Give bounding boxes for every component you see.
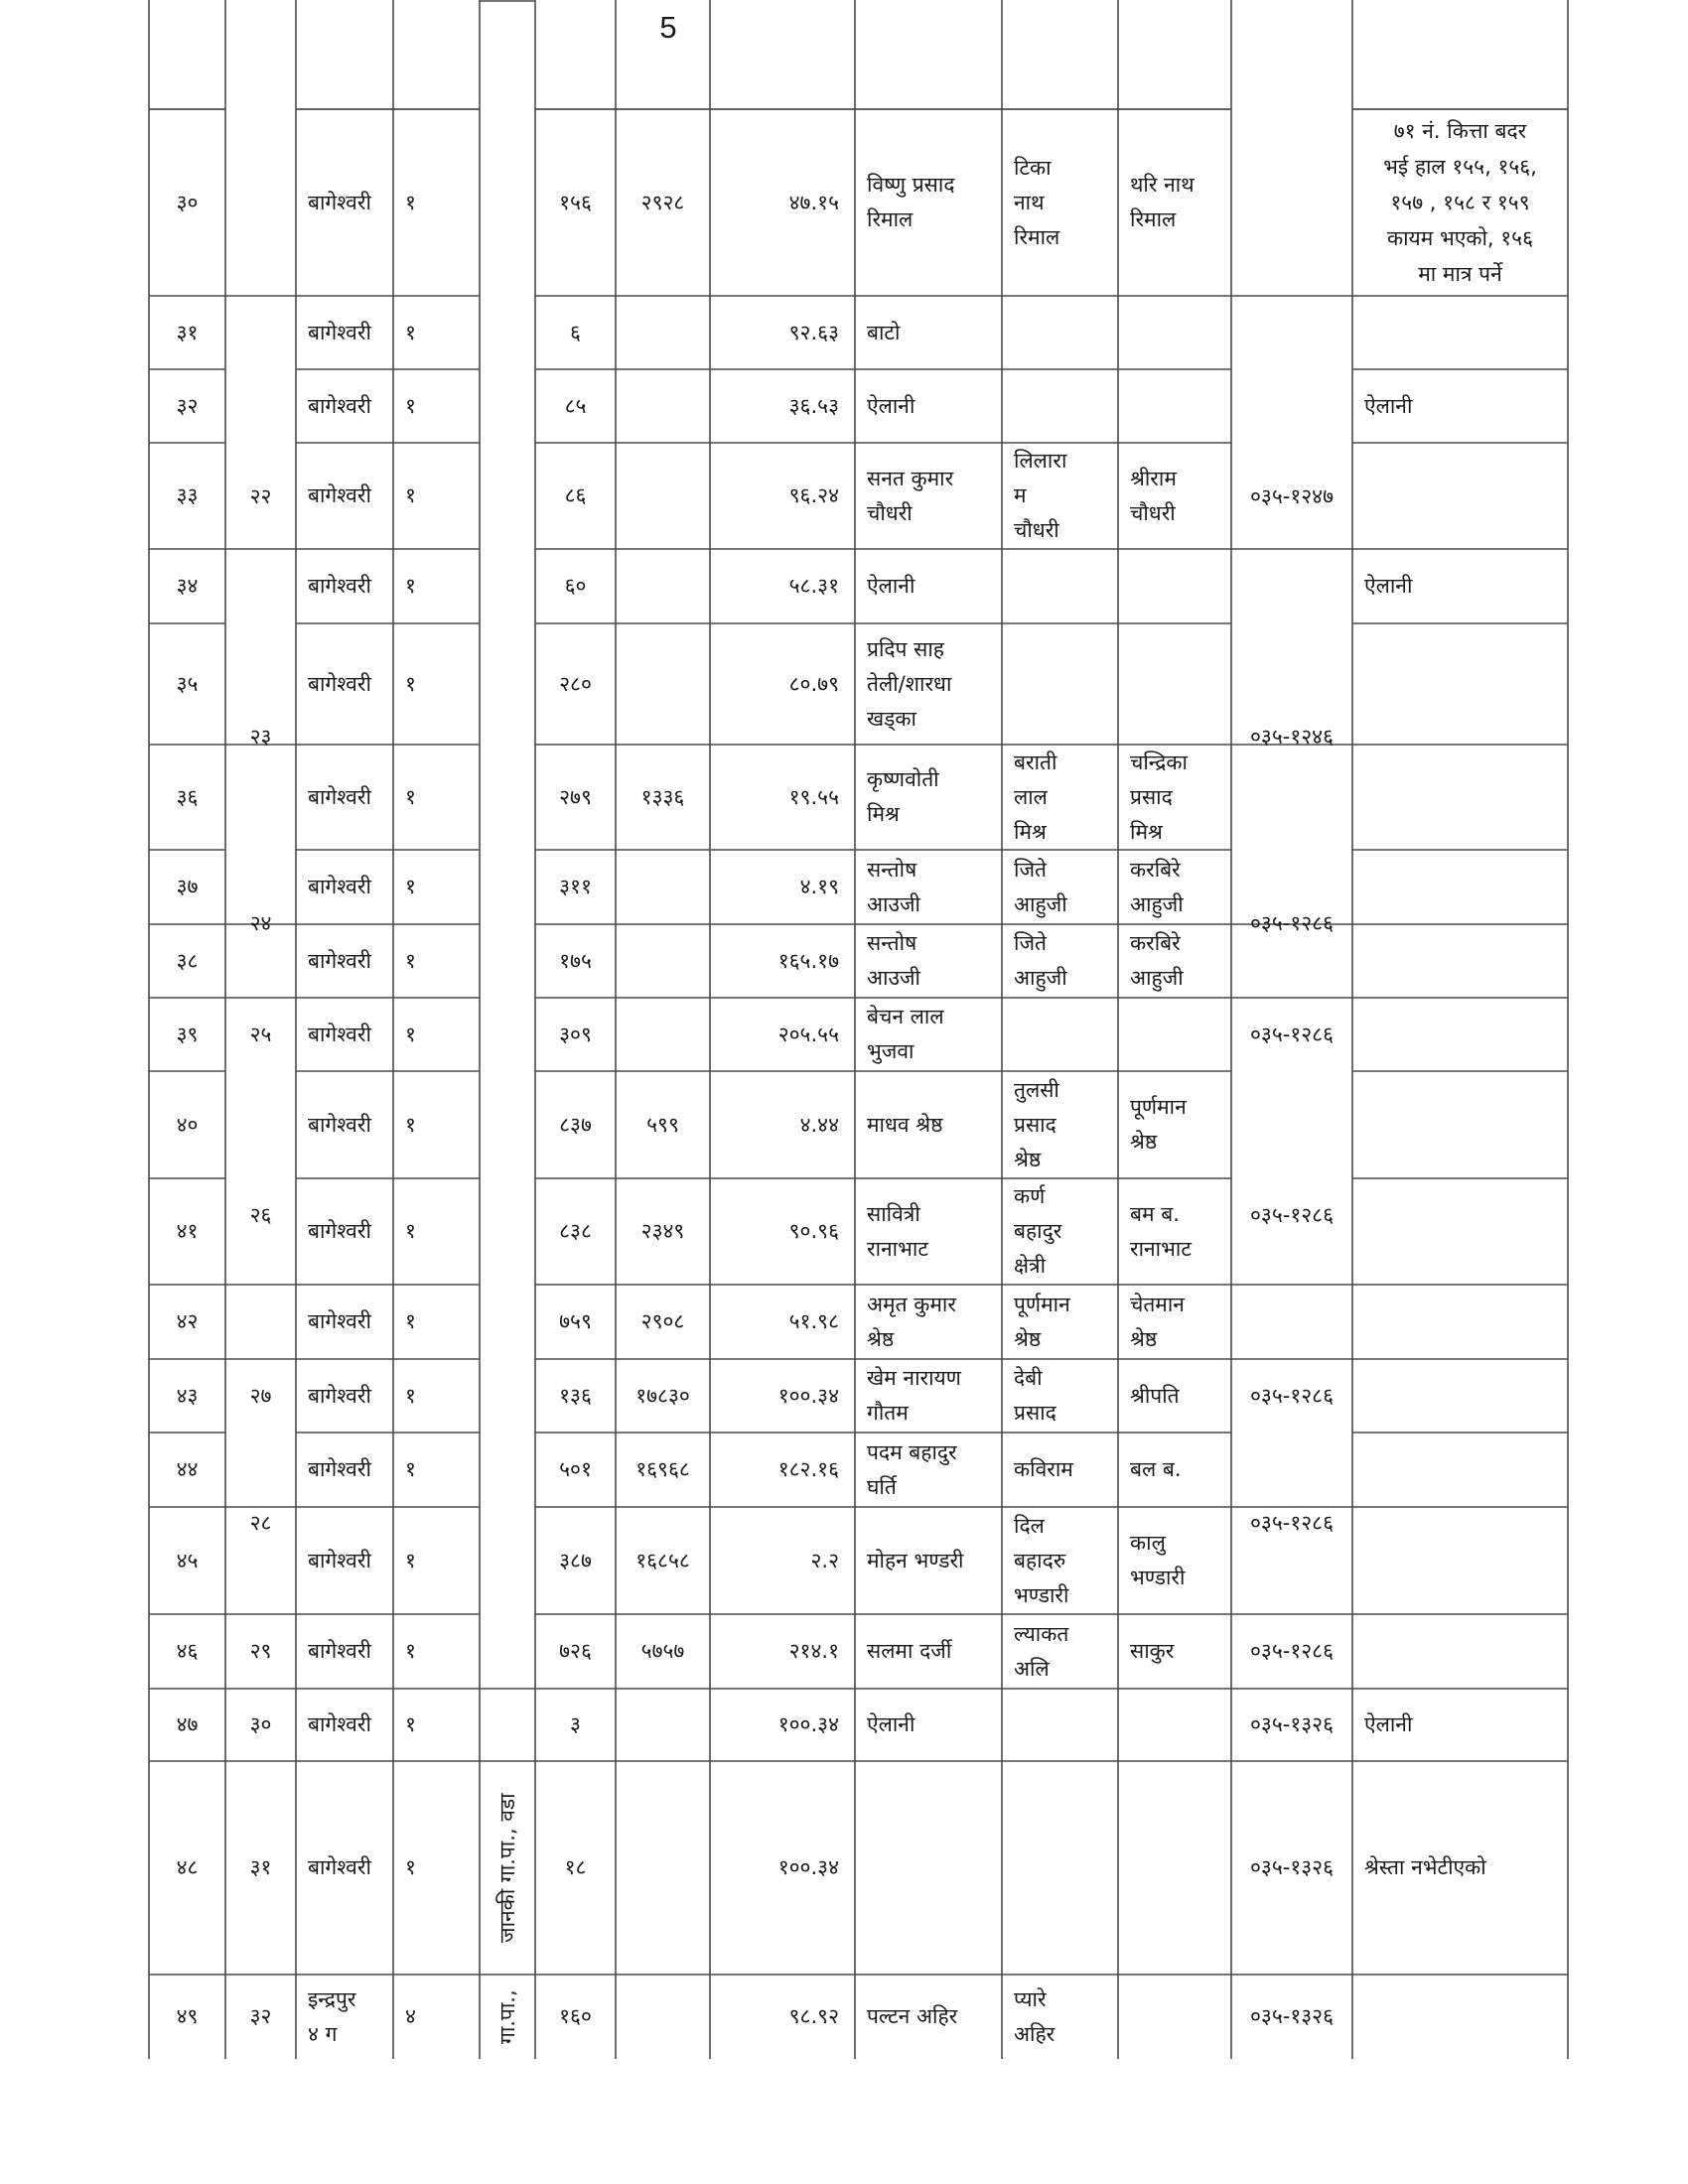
serial-cell: ३६ bbox=[176, 784, 199, 809]
ward-no-cell: १ bbox=[405, 1219, 416, 1243]
decision-no-cell: ०३५-१३२६ bbox=[1249, 2004, 1335, 2028]
serial-cell: ४६ bbox=[176, 1639, 199, 1663]
remarks-cell bbox=[1352, 1433, 1568, 1507]
area-cell: १००.३४ bbox=[777, 1712, 839, 1736]
father-name-cell: बराती लाल मिश्र bbox=[1014, 750, 1057, 844]
ward-name-cell: बागेश्वरी bbox=[308, 574, 371, 598]
ward-no-cell: १ bbox=[405, 1022, 416, 1046]
code-cell: १६८५८ bbox=[635, 1548, 690, 1572]
decision-no-cell: ०३५-१२८६ bbox=[1249, 911, 1335, 935]
ward-name-cell: बागेश्वरी bbox=[308, 1548, 371, 1572]
area-cell: ९८.९२ bbox=[788, 2004, 839, 2028]
ward-no-cell: १ bbox=[405, 784, 416, 809]
plot-no-cell: ८५ bbox=[564, 393, 587, 418]
plot-no-cell: १५६ bbox=[559, 190, 592, 214]
grandfather-name-cell: चेतमान श्रेष्ठ bbox=[1130, 1292, 1185, 1351]
ward-no-cell: १ bbox=[405, 1548, 416, 1572]
owner-name-cell: बेचन लाल भुजवा bbox=[867, 1005, 944, 1063]
area-cell: १६५.१७ bbox=[777, 948, 839, 973]
plot-no-cell: १८ bbox=[564, 1855, 587, 1879]
code-cell: ५७५७ bbox=[640, 1639, 685, 1663]
decision-no-cell: ०३५-१२८६ bbox=[1249, 1639, 1335, 1663]
ward-name-cell: बागेश्वरी bbox=[308, 1309, 371, 1333]
area-cell: ९०.९६ bbox=[788, 1219, 839, 1243]
code-cell: १७८३० bbox=[635, 1383, 690, 1408]
plot-no-cell: ३११ bbox=[559, 875, 592, 898]
father-name-cell: ल्याकत अलि bbox=[1014, 1621, 1069, 1681]
remarks-cell: श्रेस्ता नभेटीएको bbox=[1364, 1855, 1486, 1879]
ward-no-cell: १ bbox=[405, 393, 416, 418]
grandfather-name-cell bbox=[1118, 623, 1231, 745]
group-no-cell: २६ bbox=[249, 1202, 272, 1227]
code-cell: २९०८ bbox=[640, 1309, 685, 1333]
page-number: 5 bbox=[659, 10, 677, 45]
owner-name-cell: ऐलानी bbox=[867, 574, 915, 598]
ward-name-cell: बागेश्वरी bbox=[308, 671, 371, 696]
father-name-cell: टिका नाथ रिमाल bbox=[1014, 155, 1060, 249]
area-cell: ९६.२४ bbox=[788, 483, 839, 507]
serial-cell: ४० bbox=[176, 1112, 199, 1137]
group-no-cell bbox=[225, 109, 296, 369]
area-cell: २०५.५५ bbox=[777, 1022, 839, 1046]
grandfather-name-cell: कालु भण्डारी bbox=[1130, 1531, 1186, 1589]
code-cell: १६९६८ bbox=[635, 1457, 690, 1481]
owner-name-cell: खेम नारायण गौतम bbox=[867, 1366, 961, 1425]
ward-no-cell: १ bbox=[405, 1457, 416, 1481]
ward-no-cell: १ bbox=[405, 1309, 416, 1333]
owner-name-cell: मोहन भण्डरी bbox=[867, 1548, 964, 1572]
group-no-cell: ३२ bbox=[249, 2004, 272, 2028]
ward-no-cell: १ bbox=[405, 1112, 416, 1137]
grandfather-name-cell bbox=[1118, 296, 1231, 369]
grandfather-name-cell: पूर्णमान श्रेष्ठ bbox=[1130, 1095, 1187, 1154]
ward-no-cell: १ bbox=[405, 1855, 416, 1879]
group-no-cell: २४ bbox=[249, 911, 272, 935]
decision-no-cell: ०३५-१३२६ bbox=[1249, 1855, 1335, 1879]
remarks-cell bbox=[1352, 1614, 1568, 1689]
ward-no-cell: १ bbox=[405, 671, 416, 696]
father-name-cell: देबी प्रसाद bbox=[1014, 1366, 1056, 1425]
owner-name-cell: पदम बहादुर घर्ति bbox=[867, 1439, 957, 1499]
ward-name-cell: बागेश्वरी bbox=[308, 1383, 371, 1408]
code-cell bbox=[616, 443, 710, 549]
owner-name-cell: ऐलानी bbox=[867, 1712, 915, 1736]
ward-no-cell: १ bbox=[405, 483, 416, 507]
area-cell: १००.३४ bbox=[777, 1383, 839, 1408]
ward-name-cell: बागेश्वरी bbox=[308, 483, 371, 507]
serial-cell: ४२ bbox=[176, 1309, 199, 1333]
plot-no-cell: ५०१ bbox=[559, 1457, 592, 1481]
grandfather-name-cell: श्रीराम चौधरी bbox=[1130, 466, 1177, 525]
father-name-cell: दिल बहादरु भण्डारी bbox=[1014, 1513, 1069, 1607]
area-cell: ९२.६३ bbox=[788, 320, 839, 344]
serial-cell: ३७ bbox=[176, 875, 199, 898]
plot-no-cell: २७९ bbox=[559, 784, 592, 809]
area-cell: ५८.३१ bbox=[788, 574, 839, 598]
remarks-cell: ७१ नं. कित्ता बदर भई हाल १५५, १५६, १५७ , १५८ र १५९ कायम भएको, १५६ मा मात्र पर्ने bbox=[1383, 119, 1537, 286]
area-cell: ५१.९८ bbox=[788, 1309, 839, 1333]
owner-name-cell: सन्तोष आउजी bbox=[867, 857, 920, 916]
code-cell bbox=[616, 1689, 710, 1761]
remarks-cell: ऐलानी bbox=[1364, 1712, 1413, 1736]
grandfather-name-cell bbox=[1118, 369, 1231, 443]
grandfather-name-cell: बम ब. रानाभाट bbox=[1130, 1201, 1192, 1261]
plot-no-cell: ८३८ bbox=[559, 1219, 592, 1243]
father-name-cell: पूर्णमान श्रेष्ठ bbox=[1014, 1292, 1070, 1351]
group-no-cell: २२ bbox=[249, 483, 272, 508]
area-cell: २.२ bbox=[810, 1548, 839, 1572]
remarks-cell bbox=[1352, 1975, 1568, 2059]
group-no-cell: ३० bbox=[249, 1712, 272, 1736]
decision-no-cell: ०३५-१२८६ bbox=[1249, 1511, 1335, 1535]
area-cell: ३६.५३ bbox=[788, 393, 839, 418]
grandfather-name-cell bbox=[1118, 998, 1231, 1071]
owner-name-cell: माधव श्रेष्ठ bbox=[867, 1112, 943, 1137]
ward-no-cell: १ bbox=[405, 320, 416, 344]
father-name-cell: कविराम bbox=[1014, 1457, 1073, 1481]
ward-name-cell: इन्द्रपुर ४ ग bbox=[308, 1986, 356, 2046]
serial-cell: ४१ bbox=[176, 1219, 199, 1243]
code-cell: १३३६ bbox=[640, 784, 685, 809]
ward-name-cell: बागेश्वरी bbox=[308, 1855, 371, 1879]
ward-name-cell: बागेश्वरी bbox=[308, 393, 371, 418]
grandfather-name-cell: बल ब. bbox=[1130, 1457, 1182, 1481]
ward-name-cell: बागेश्वरी bbox=[308, 1457, 371, 1481]
owner-name-cell: बाटो bbox=[867, 320, 901, 344]
father-name-cell: जिते आहुजी bbox=[1014, 857, 1067, 916]
code-cell: २३४९ bbox=[640, 1219, 685, 1243]
code-cell: ५९९ bbox=[646, 1112, 679, 1137]
ward-name-cell: बागेश्वरी bbox=[308, 1022, 371, 1046]
plot-no-cell: ७५९ bbox=[559, 1309, 592, 1333]
code-cell bbox=[616, 1975, 710, 2059]
area-cell: ४.१९ bbox=[799, 875, 839, 898]
remarks-cell bbox=[1352, 1071, 1568, 1178]
ward-name-cell: बागेश्वरी bbox=[308, 948, 371, 973]
remarks-cell bbox=[1352, 1285, 1568, 1359]
code-cell bbox=[616, 369, 710, 443]
ward-name-cell: बागेश्वरी bbox=[308, 1712, 371, 1736]
father-name-cell: लिलारा म चौधरी bbox=[1014, 449, 1067, 542]
grandfather-name-cell: श्रीपति bbox=[1130, 1383, 1180, 1408]
remarks-cell bbox=[1352, 1507, 1568, 1614]
serial-cell: ४३ bbox=[176, 1383, 199, 1408]
owner-name-cell: सनत कुमार चौधरी bbox=[867, 466, 954, 525]
father-name-cell: कर्ण बहादुर क्षेत्री bbox=[1014, 1184, 1062, 1278]
ward-no-cell: १ bbox=[405, 1383, 416, 1408]
father-name-cell: प्यारे अहिर bbox=[1014, 1986, 1055, 2046]
owner-name-cell: सावित्री रानाभाट bbox=[867, 1201, 928, 1261]
father-name-cell: तुलसी प्रसाद श्रेष्ठ bbox=[1014, 1077, 1059, 1171]
serial-cell: ३८ bbox=[176, 948, 199, 973]
ward-name-cell: बागेश्वरी bbox=[308, 320, 371, 344]
group-no-cell: २३ bbox=[249, 724, 272, 749]
group-no-cell: २८ bbox=[249, 1511, 272, 1535]
area-cell: २१४.१ bbox=[788, 1639, 839, 1663]
ward-no-cell: १ bbox=[405, 948, 416, 973]
code-cell bbox=[616, 623, 710, 745]
ward-no-cell: १ bbox=[405, 574, 416, 598]
code-cell bbox=[616, 549, 710, 623]
serial-cell: ३३ bbox=[176, 483, 199, 507]
code-cell bbox=[616, 924, 710, 998]
remarks-cell bbox=[1352, 296, 1568, 369]
remarks-cell: ऐलानी bbox=[1364, 393, 1413, 418]
remarks-cell bbox=[1352, 745, 1568, 850]
code-cell bbox=[616, 998, 710, 1071]
serial-cell: ३० bbox=[176, 190, 199, 214]
code-cell bbox=[616, 296, 710, 369]
area-cell: १८२.१६ bbox=[777, 1457, 839, 1481]
area-cell: ४७.१५ bbox=[788, 190, 839, 214]
remarks-cell: ऐलानी bbox=[1364, 574, 1413, 598]
ward-no-cell: १ bbox=[405, 190, 416, 214]
plot-no-cell: ६ bbox=[570, 320, 581, 344]
remarks-cell bbox=[1352, 443, 1568, 549]
grandfather-name-cell bbox=[1118, 1761, 1231, 1975]
ward-name-cell: बागेश्वरी bbox=[308, 1112, 371, 1137]
decision-no-cell: ०३५-१२८६ bbox=[1249, 1383, 1335, 1408]
plot-no-cell: १७५ bbox=[559, 948, 592, 973]
group-no-cell: २९ bbox=[249, 1639, 272, 1663]
plot-no-cell: ८६ bbox=[564, 483, 587, 507]
ward-name-cell: बागेश्वरी bbox=[308, 1219, 371, 1243]
group-no-cell: ३१ bbox=[249, 1855, 272, 1879]
owner-name-cell: पल्टन अहिर bbox=[867, 2004, 958, 2028]
ward-no-cell: ४ bbox=[405, 2004, 416, 2028]
code-cell bbox=[616, 1761, 710, 1975]
serial-cell: ४४ bbox=[176, 1457, 199, 1481]
plot-no-cell: ३०९ bbox=[559, 1022, 592, 1046]
plot-no-cell: ३ bbox=[570, 1712, 581, 1736]
plot-no-cell: ६० bbox=[564, 574, 587, 598]
serial-cell: ४८ bbox=[176, 1855, 199, 1879]
area-cell: ४.४४ bbox=[799, 1112, 839, 1137]
ward-name-cell: बागेश्वरी bbox=[308, 190, 371, 214]
grandfather-name-cell bbox=[1118, 549, 1231, 623]
owner-name-cell: सलमा दर्जी bbox=[867, 1639, 952, 1663]
group-no-cell: २५ bbox=[249, 1022, 272, 1046]
father-name-cell: जिते आहुजी bbox=[1014, 931, 1067, 990]
serial-cell: ४७ bbox=[176, 1712, 199, 1736]
vertical-municipality-label: जानकी गा.पा., वडा bbox=[495, 1793, 519, 1943]
area-cell: ८०.७९ bbox=[788, 671, 839, 696]
plot-no-cell: १३६ bbox=[559, 1383, 592, 1408]
ward-no-cell: १ bbox=[405, 875, 416, 898]
grandfather-name-cell: चन्द्रिका प्रसाद मिश्र bbox=[1130, 750, 1188, 844]
father-name-cell bbox=[1002, 549, 1118, 623]
serial-cell: ४५ bbox=[176, 1548, 199, 1572]
grandfather-name-cell bbox=[1118, 1689, 1231, 1761]
owner-name-cell: सन्तोष आउजी bbox=[867, 931, 920, 990]
owner-name-cell: कृष्णवोती मिश्र bbox=[867, 767, 939, 826]
serial-cell: ३९ bbox=[176, 1022, 199, 1046]
ward-name-cell: बागेश्वरी bbox=[308, 784, 371, 809]
serial-cell: ३४ bbox=[176, 574, 199, 598]
grandfather-name-cell: थरि नाथ रिमाल bbox=[1130, 173, 1195, 231]
remarks-cell bbox=[1352, 623, 1568, 745]
father-name-cell bbox=[1002, 1689, 1118, 1761]
owner-name-cell: अमृत कुमार श्रेष्ठ bbox=[867, 1292, 956, 1351]
serial-cell: ३२ bbox=[176, 393, 199, 418]
remarks-cell bbox=[1352, 850, 1568, 924]
grandfather-name-cell bbox=[1118, 1975, 1231, 2059]
father-name-cell bbox=[1002, 296, 1118, 369]
plot-no-cell: ३८७ bbox=[559, 1548, 592, 1572]
owner-name-cell: प्रदिप साह तेली/शारधा खड्का bbox=[867, 636, 952, 731]
ward-name-cell: बागेश्वरी bbox=[308, 875, 371, 898]
father-name-cell bbox=[1002, 623, 1118, 745]
decision-no-cell: ०३५-१२४७ bbox=[1249, 483, 1335, 508]
decision-no-cell: ०३५-१२८६ bbox=[1249, 1202, 1335, 1227]
plot-no-cell: ७२६ bbox=[559, 1639, 592, 1663]
father-name-cell bbox=[1002, 1761, 1118, 1975]
owner-name-cell bbox=[855, 1761, 1002, 1975]
remarks-cell bbox=[1352, 998, 1568, 1071]
group-no-cell: २७ bbox=[249, 1383, 272, 1408]
serial-cell: ३१ bbox=[176, 320, 199, 344]
grandfather-name-cell: करबिरे आहुजी bbox=[1130, 931, 1184, 990]
owner-name-cell: ऐलानी bbox=[867, 393, 915, 418]
grandfather-name-cell: करबिरे आहुजी bbox=[1130, 857, 1184, 916]
remarks-cell bbox=[1352, 1359, 1568, 1433]
serial-cell: ३५ bbox=[176, 671, 199, 696]
decision-no-cell: ०३५-१२८६ bbox=[1249, 1022, 1335, 1046]
vertical-municipality-label: गा.पा., bbox=[495, 1989, 519, 2044]
serial-cell: ४९ bbox=[176, 2004, 199, 2028]
code-cell: २९२८ bbox=[640, 190, 685, 214]
area-cell: १००.३४ bbox=[777, 1855, 839, 1879]
ward-name-cell: बागेश्वरी bbox=[308, 1639, 371, 1663]
plot-no-cell: २८० bbox=[559, 671, 592, 696]
area-cell: १९.५५ bbox=[788, 784, 839, 809]
plot-no-cell: १६० bbox=[559, 2004, 592, 2028]
decision-no-cell: ०३५-१३२६ bbox=[1249, 1712, 1335, 1736]
father-name-cell bbox=[1002, 998, 1118, 1071]
grandfather-name-cell: साकुर bbox=[1130, 1639, 1175, 1663]
ward-no-cell: १ bbox=[405, 1712, 416, 1736]
father-name-cell bbox=[1002, 369, 1118, 443]
owner-name-cell: विष्णु प्रसाद रिमाल bbox=[867, 173, 955, 231]
decision-no-cell: ०३५-१२४६ bbox=[1249, 724, 1335, 749]
plot-no-cell: ८३७ bbox=[559, 1112, 592, 1137]
code-cell bbox=[616, 850, 710, 924]
ward-no-cell: १ bbox=[405, 1639, 416, 1663]
remarks-cell bbox=[1352, 924, 1568, 998]
remarks-cell bbox=[1352, 1178, 1568, 1285]
